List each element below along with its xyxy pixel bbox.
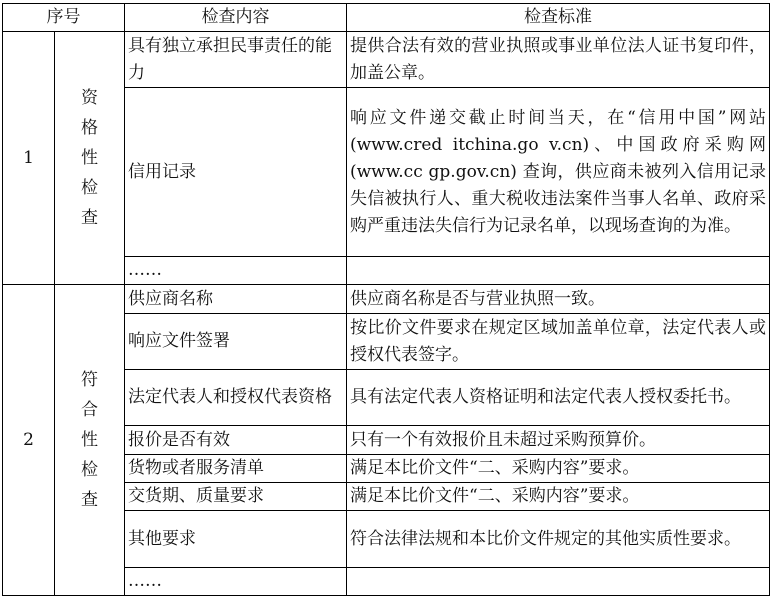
group-category-cell <box>55 32 125 285</box>
check-standard: 满足本比价文件“二、采购内容”要求。 <box>347 483 770 511</box>
check-item: 法定代表人和授权代表资格 <box>125 370 347 426</box>
check-standard: 响应文件递交截止时间当天，在“信用中国”网站(www.cred itchina.go v.cn)、中国政府采购网(www.cc gp.gov.cn) 查询，供应商未被列入信用记录失信被执行人、重大税收违法案件当事人名单、政府采购严重违法失信行为记录名单，以现场查询的为准。 <box>347 88 770 257</box>
review-criteria-table <box>2 3 770 596</box>
check-item: …… <box>125 568 347 596</box>
check-item: 响应文件签署 <box>125 314 347 370</box>
check-item: 货物或者服务清单 <box>125 455 347 483</box>
table-row <box>3 32 770 88</box>
check-item: 供应商名称 <box>125 285 347 314</box>
table-header-row <box>3 4 770 32</box>
check-standard: 具有法定代表人资格证明和法定代表人授权委托书。 <box>347 370 770 426</box>
check-standard: 供应商名称是否与营业执照一致。 <box>347 285 770 314</box>
group-category-cell <box>55 285 125 596</box>
check-standard <box>347 257 770 285</box>
group-category: 符合性检查 <box>81 370 98 510</box>
check-item: 具有独立承担民事责任的能力 <box>125 32 347 88</box>
check-item: 报价是否有效 <box>125 426 347 455</box>
group-category: 资格性检查 <box>81 88 98 228</box>
check-item: …… <box>125 257 347 285</box>
check-standard: 只有一个有效报价且未超过采购预算价。 <box>347 426 770 455</box>
check-standard: 按比价文件要求在规定区域加盖单位章，法定代表人或授权代表签字。 <box>347 314 770 370</box>
group-number: 1 <box>3 32 55 285</box>
header-seq: 序号 <box>3 4 125 32</box>
header-standard: 检查标准 <box>347 4 770 32</box>
header-content: 检查内容 <box>125 4 347 32</box>
group-number: 2 <box>3 285 55 596</box>
review-criteria-sheet <box>2 3 769 602</box>
check-standard: 符合法律法规和本比价文件规定的其他实质性要求。 <box>347 511 770 568</box>
table-row <box>3 285 770 314</box>
check-item: 其他要求 <box>125 511 347 568</box>
check-standard <box>347 568 770 596</box>
check-standard: 提供合法有效的营业执照或事业单位法人证书复印件，加盖公章。 <box>347 32 770 88</box>
check-item: 交货期、质量要求 <box>125 483 347 511</box>
check-standard: 满足本比价文件“二、采购内容”要求。 <box>347 455 770 483</box>
check-item: 信用记录 <box>125 88 347 257</box>
